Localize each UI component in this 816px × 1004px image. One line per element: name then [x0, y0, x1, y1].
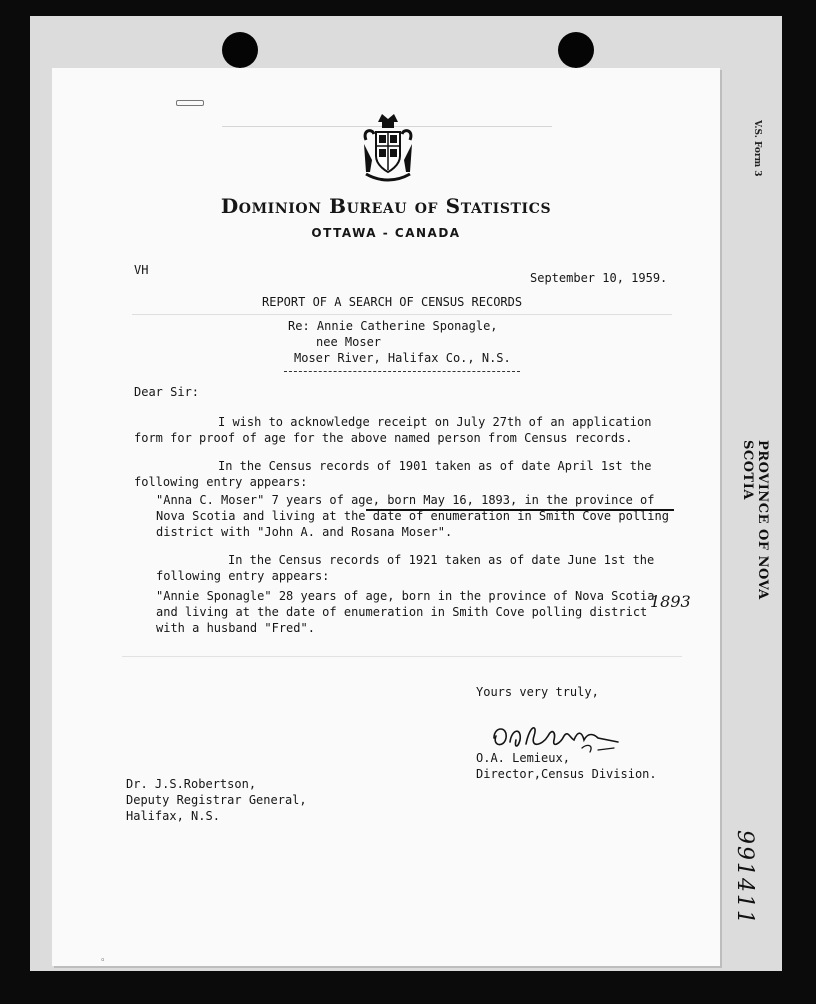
census-entry-line: with a husband "Fred". [156, 621, 315, 635]
paragraph-line: In the Census records of 1921 taken as of date June 1st the [228, 553, 655, 567]
recipient-line: Halifax, N.S. [126, 809, 220, 823]
bleed-through-mark [122, 656, 682, 663]
paragraph-line: In the Census records of 1901 taken as of date April 1st the [218, 459, 652, 473]
province-label: PROVINCE OF NOVA SCOTIA [740, 440, 770, 600]
paragraph-line: I wish to acknowledge receipt on July 27th of an application [218, 415, 652, 429]
corner-mark: ◦ [100, 956, 106, 966]
letter-date: September 10, 1959. [530, 271, 668, 285]
recipient-line: Deputy Registrar General, [126, 793, 307, 807]
salutation: Dear Sir: [134, 385, 200, 399]
form-label: V.S. Form 3 [752, 120, 762, 177]
census-entry-line: and living at the date of enumeration in Smith Cove polling district [156, 605, 648, 619]
paragraph-line: form for proof of age for the above named person from Census records. [134, 431, 633, 445]
divider-rule [284, 371, 520, 372]
closing: Yours very truly, [476, 685, 599, 699]
file-number: 991411 [732, 830, 757, 926]
signatory-title: Director,Census Division. [476, 767, 657, 781]
paragraph-line: following entry appears: [156, 569, 330, 583]
agency-name: Dominion Bureau of Statistics [220, 194, 552, 218]
punch-hole-right [558, 32, 594, 68]
coat-of-arms-icon [360, 110, 416, 184]
letter-page [52, 68, 720, 966]
initials: VH [134, 263, 149, 277]
handwritten-margin-note: 1893 [650, 592, 691, 611]
re-line: Re: Annie Catherine Sponagle, [288, 319, 498, 333]
census-entry-line: "Annie Sponagle" 28 years of age, born in the province of Nova Scotia [156, 589, 655, 603]
census-entry-line: "Anna C. Moser" 7 years of age, born May 16, 1893, in the province of [156, 493, 655, 507]
signatory-name: O.A. Lemieux, [476, 751, 570, 765]
re-line: nee Moser [316, 335, 382, 349]
census-entry-line: district with "John A. and Rosana Moser". [156, 525, 453, 539]
punch-hole-left [222, 32, 258, 68]
re-line: Moser River, Halifax Co., N.S. [294, 351, 511, 365]
recipient-line: Dr. J.S.Robertson, [126, 777, 257, 791]
clip-mark [176, 100, 204, 106]
report-title: REPORT OF A SEARCH OF CENSUS RECORDS [262, 295, 523, 309]
agency-location: OTTAWA - CANADA [311, 226, 461, 240]
paragraph-line: following entry appears: [134, 475, 308, 489]
census-entry-line: Nova Scotia and living at the date of enumeration in Smith Cove polling [156, 509, 669, 523]
